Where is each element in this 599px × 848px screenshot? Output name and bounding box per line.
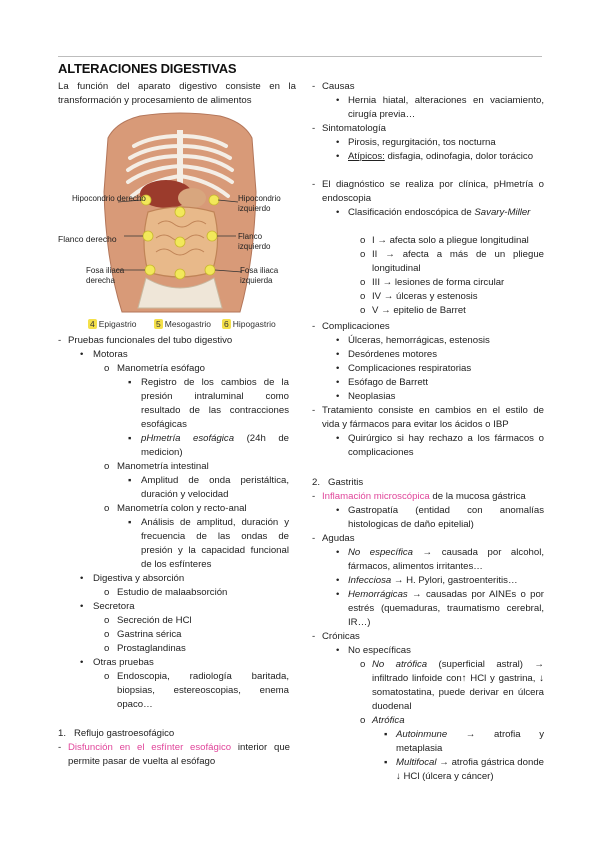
dash-bullet: - bbox=[58, 742, 62, 753]
dot-bullet: • bbox=[336, 505, 340, 516]
section-heading: Reflujo gastroesofágico bbox=[74, 728, 175, 739]
list-item: Pirosis, regurgitación, tos nocturna bbox=[348, 137, 496, 148]
list-item bbox=[396, 756, 544, 784]
legend-mesogastrio bbox=[154, 317, 211, 331]
text-span: (24h de medicion) bbox=[141, 433, 289, 458]
legend-hipogastrio bbox=[222, 317, 276, 331]
grade-item: V → epitelio de Barret bbox=[372, 305, 466, 316]
highlight-text: Disfunción en el esfínter esofágico bbox=[68, 742, 232, 753]
circle-bullet: o bbox=[360, 715, 366, 726]
list-item: Neoplasias bbox=[348, 391, 396, 402]
emphasis-text: No atrófica bbox=[372, 659, 428, 670]
text-span: → causada por alcohol, fármacos, alimentos irritantes… bbox=[348, 547, 545, 572]
circle-bullet: o bbox=[104, 615, 110, 626]
dot-bullet: • bbox=[336, 391, 340, 402]
dash-bullet: - bbox=[58, 335, 62, 346]
list-item bbox=[141, 432, 289, 460]
text-span: interior que permite pasar de vuelta al esófago bbox=[68, 742, 290, 767]
dot-bullet: • bbox=[336, 137, 340, 148]
list-item: Endoscopia, radiología baritada, biopsias, estereoscopias, enema opaco… bbox=[117, 671, 289, 710]
dot-bullet: • bbox=[336, 349, 340, 360]
list-item: Registro de los cambios de la presión intraluminal como resultado de las contracciones esofágicas bbox=[141, 377, 289, 430]
circle-bullet: o bbox=[360, 659, 366, 670]
circle-bullet: o bbox=[104, 587, 110, 598]
square-bullet: ▪ bbox=[128, 433, 132, 444]
list-item: Digestiva y absorción bbox=[93, 573, 185, 584]
list-item: Secretora bbox=[93, 601, 135, 612]
dot-bullet: • bbox=[336, 335, 340, 346]
dot-bullet: • bbox=[80, 349, 84, 360]
dot-bullet: • bbox=[80, 573, 84, 584]
dash-bullet: - bbox=[312, 405, 316, 416]
dash-bullet: - bbox=[312, 123, 316, 134]
text-span: → atrofia gástrica donde ↓ HCl (úlcera y cáncer) bbox=[396, 757, 544, 782]
list-item bbox=[348, 206, 544, 220]
text-span: → causadas por AINEs o por estrés (quemaduras, traumatismo cerebral, IR…) bbox=[348, 589, 544, 628]
square-bullet: ▪ bbox=[384, 757, 388, 768]
label-flanco-derecho: Flanco derecho bbox=[58, 234, 117, 244]
intro-paragraph: La función del aparato digestivo consiste en la transformación y procesamiento de alimentos bbox=[58, 81, 296, 106]
dot-bullet: • bbox=[336, 151, 340, 162]
grade-item: III → lesiones de forma circular bbox=[372, 277, 505, 288]
dash-bullet: - bbox=[312, 631, 316, 642]
list-item: Manometría intestinal bbox=[117, 461, 209, 472]
legend-text: Hipogastrio bbox=[232, 319, 276, 329]
dot-bullet: • bbox=[336, 645, 340, 656]
emphasis-text: Infecciosa bbox=[348, 575, 392, 586]
list-item: Hernia hiatal, alteraciones en vaciamiento, cirugía previa… bbox=[348, 95, 544, 120]
list-item: Complicaciones bbox=[322, 321, 390, 332]
grade-item: II → afecta a más de un pliegue longitudinal bbox=[372, 249, 544, 274]
square-bullet: ▪ bbox=[128, 377, 132, 388]
text-span: → atrofia y metaplasia bbox=[396, 729, 544, 754]
list-item: Agudas bbox=[322, 533, 355, 544]
circle-bullet: o bbox=[104, 629, 110, 640]
circle-bullet: o bbox=[360, 291, 366, 302]
list-item: Tratamiento consiste en cambios en el estilo de vida y fármacos para evitar los ácidos o IBP bbox=[322, 405, 544, 430]
dot-bullet: • bbox=[80, 657, 84, 668]
text-span: (superficial astral) → infiltrado linfoide con↑ HCl y gastrina, ↓ somatostatina, puede derivar en úlcera duodenal bbox=[372, 659, 544, 712]
text-span: disfagia, odinofagia, dolor torácico bbox=[384, 151, 534, 162]
dot-bullet: • bbox=[336, 433, 340, 444]
dash-bullet: - bbox=[312, 533, 316, 544]
dot-bullet: • bbox=[336, 363, 340, 374]
list-item: Manometría esófago bbox=[117, 363, 205, 374]
list-item bbox=[396, 728, 544, 756]
grade-item: IV → úlceras y estenosis bbox=[372, 291, 478, 302]
dot-bullet: • bbox=[336, 547, 340, 558]
circle-bullet: o bbox=[360, 305, 366, 316]
list-item bbox=[348, 588, 544, 630]
list-item: Amplitud de onda peristáltica, duración y velocidad bbox=[141, 475, 289, 500]
section-heading: Gastritis bbox=[328, 477, 364, 488]
list-item: Manometría colon y recto-anal bbox=[117, 503, 247, 514]
list-item: Análisis de amplitud, duración y frecuencia de las ondas de presión y la capacidad funcional de los esfínteres bbox=[141, 517, 289, 570]
label-hipocondrio-izquierdo: Hipocondrio izquierdo bbox=[238, 194, 281, 213]
label-hipocondrio-derecho: Hipocondrio derecho bbox=[72, 194, 146, 203]
underlined-text: Atípicos: bbox=[348, 151, 385, 162]
list-item bbox=[348, 574, 518, 588]
abdominal-regions-figure bbox=[62, 112, 298, 336]
list-item: Quirúrgico si hay rechazo a los fármacos o complicaciones bbox=[348, 433, 544, 458]
list-item: Motoras bbox=[93, 349, 128, 360]
grade-item: I → afecta solo a pliegue longitudinal bbox=[372, 235, 529, 246]
list-item: El diagnóstico se realiza por clínica, pHmetría o endoscopia bbox=[322, 179, 544, 204]
dot-bullet: • bbox=[336, 377, 340, 388]
dash-bullet: - bbox=[312, 491, 316, 502]
list-item: No específicas bbox=[348, 645, 411, 656]
list-item bbox=[348, 150, 544, 164]
highlight-text: Inflamación microscópica bbox=[322, 491, 430, 502]
list-item: Úlceras, hemorrágicas, estenosis bbox=[348, 335, 490, 346]
list-item bbox=[348, 546, 544, 574]
legend-epigastrio bbox=[88, 317, 137, 331]
page-title: ALTERACIONES DIGESTIVAS bbox=[58, 61, 237, 76]
emphasis-text: No específica bbox=[348, 547, 414, 558]
text-span: Clasificación endoscópica de bbox=[348, 207, 475, 218]
list-item: Otras pruebas bbox=[93, 657, 154, 668]
square-bullet: ▪ bbox=[128, 517, 132, 528]
label-fosa-iliaca-derecha: Fosa iliaca derecha bbox=[86, 266, 125, 285]
list-item: Estudio de malaabsorción bbox=[117, 587, 228, 598]
legend-badge: 4 bbox=[90, 319, 95, 329]
dot-bullet: • bbox=[336, 575, 340, 586]
dash-bullet: - bbox=[312, 179, 316, 190]
dot-bullet: • bbox=[336, 207, 340, 218]
list-item: Gastropatía (entidad con anomalías histologicas de daño epitelial) bbox=[348, 505, 544, 530]
legend-badge: 6 bbox=[224, 319, 229, 329]
text-span: → H. Pylori, gastroenteritis… bbox=[391, 575, 518, 586]
emphasis-text: Hemorrágicas bbox=[348, 589, 408, 600]
list-item bbox=[68, 741, 290, 769]
square-bullet: ▪ bbox=[384, 729, 388, 740]
circle-bullet: o bbox=[104, 461, 110, 472]
text-span: de la mucosa gástrica bbox=[429, 491, 526, 502]
list-item: Gastrina sérica bbox=[117, 629, 182, 640]
list-item bbox=[372, 658, 544, 714]
dash-bullet: - bbox=[312, 321, 316, 332]
dot-bullet: • bbox=[336, 589, 340, 600]
dot-bullet: • bbox=[80, 601, 84, 612]
circle-bullet: o bbox=[104, 363, 110, 374]
legend-text: Mesogastrio bbox=[164, 319, 212, 329]
dot-bullet: • bbox=[336, 95, 340, 106]
circle-bullet: o bbox=[360, 249, 366, 260]
section-number: 2. bbox=[312, 477, 321, 488]
list-item: Causas bbox=[322, 81, 355, 92]
dash-bullet: - bbox=[312, 81, 316, 92]
list-item: Pruebas funcionales del tubo digestivo bbox=[68, 335, 233, 346]
circle-bullet: o bbox=[104, 671, 110, 682]
list-item: Atrófica bbox=[372, 715, 405, 726]
list-item: Esófago de Barrett bbox=[348, 377, 428, 388]
section-number: 1. bbox=[58, 728, 67, 739]
emphasis-text: Multifocal bbox=[396, 757, 437, 768]
list-item: Complicaciones respiratorias bbox=[348, 363, 472, 374]
label-fosa-iliaca-izquierda: Fosa iliaca izquierda bbox=[240, 266, 279, 285]
list-item: Crónicas bbox=[322, 631, 360, 642]
label-flanco-izquierdo: Flanco izquierdo bbox=[238, 232, 271, 251]
emphasis-text: pHmetría esofágica bbox=[141, 433, 235, 444]
list-item: Sintomatología bbox=[322, 123, 386, 134]
emphasis-text: Savary-Miller bbox=[474, 207, 531, 218]
top-rule bbox=[58, 56, 542, 57]
square-bullet: ▪ bbox=[128, 475, 132, 486]
legend-text: Epigastrio bbox=[98, 319, 137, 329]
legend-badge: 5 bbox=[156, 319, 161, 329]
circle-bullet: o bbox=[360, 277, 366, 288]
list-item bbox=[322, 490, 526, 504]
emphasis-text: Autoinmune bbox=[396, 729, 448, 740]
list-item: Desórdenes motores bbox=[348, 349, 438, 360]
circle-bullet: o bbox=[360, 235, 366, 246]
list-item: Prostaglandinas bbox=[117, 643, 186, 654]
circle-bullet: o bbox=[104, 643, 110, 654]
list-item: Secreción de HCl bbox=[117, 615, 192, 626]
circle-bullet: o bbox=[104, 503, 110, 514]
